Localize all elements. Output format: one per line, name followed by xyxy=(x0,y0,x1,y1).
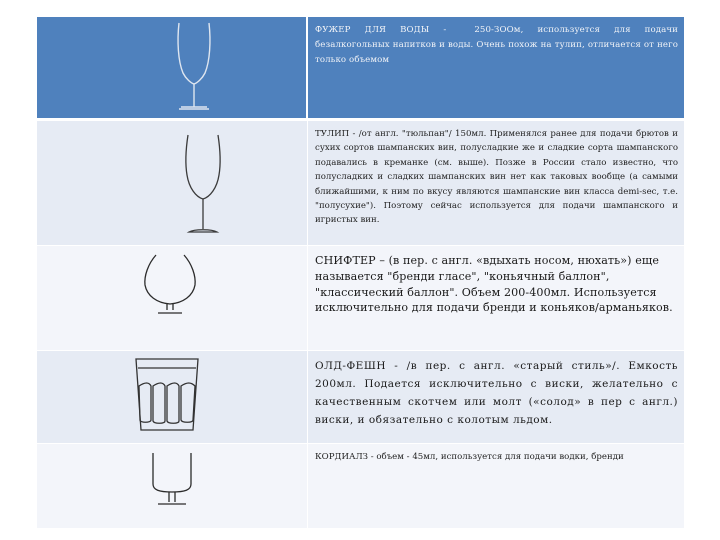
description-text: ТУЛИП - /от англ. "тюльпан"/ 150мл. Применялся ранее для подачи брютов и сухих сортов шампанских вин, полусладкие же и сладкие сорта шампанского подавались в креманке (см. выше). Позже в России стало известно, что полусладких и сладких шампанских вин нет как таковых вообще (а самыми ближайшими, к ним по вкусу являются шампанские вин класса demi-sec, т.е. "полусухие"). Поэтому сейчас используется для подачи шампанского и игристых вин. xyxy=(315,129,678,226)
description-cell xyxy=(308,444,684,528)
table-row xyxy=(37,17,684,118)
table-row xyxy=(37,350,684,444)
description-text xyxy=(315,17,678,68)
image-cell xyxy=(37,246,308,351)
image-cell xyxy=(37,351,308,444)
tulip-glass-icon xyxy=(180,133,226,237)
glass-description: используется для подачи безалкогольных напитков и воды. Очень похож на тулип, отличается от него только объемом xyxy=(315,25,678,65)
old-fashioned-glass-icon xyxy=(131,356,203,434)
description-cell xyxy=(308,246,684,351)
image-cell xyxy=(37,444,308,528)
description-text: ОЛД-ФЕШН - /в пер. с англ. «старый стиль»/. Емкость 200мл. Подается исключительно с виски, желательно с качественным скотчем или молт («солод» в пер с англ.) виски, и обязательно с колотым льдом. xyxy=(315,360,678,426)
glass-volume: 250-ЗООм, xyxy=(474,25,524,35)
glassware-table xyxy=(37,17,684,527)
glass-title: ФУЖЕР ДЛЯ ВОДЫ - xyxy=(315,25,447,35)
table-row xyxy=(37,443,684,528)
snifter-glass-icon xyxy=(141,252,199,320)
description-cell xyxy=(308,351,684,444)
description-text: КОРДИАЛЗ - объем - 45мл, используется для подачи водки, бренди xyxy=(315,452,624,462)
description-cell xyxy=(308,121,684,246)
water-goblet-icon xyxy=(169,21,219,113)
table-row xyxy=(37,120,684,246)
table-row xyxy=(37,245,684,351)
cordial-glass-icon xyxy=(145,450,199,516)
image-cell xyxy=(37,121,308,246)
image-cell xyxy=(37,17,308,118)
description-cell xyxy=(308,17,684,118)
description-text: СНИФТЕР – (в пер. с англ. «вдыхать носом, нюхать») еще называется "бренди гласе", "коньячный баллон", "классический баллон". Объем 200-400мл. Используется исключительно для подачи бренди и коньяков/арманьяков. xyxy=(315,254,673,315)
